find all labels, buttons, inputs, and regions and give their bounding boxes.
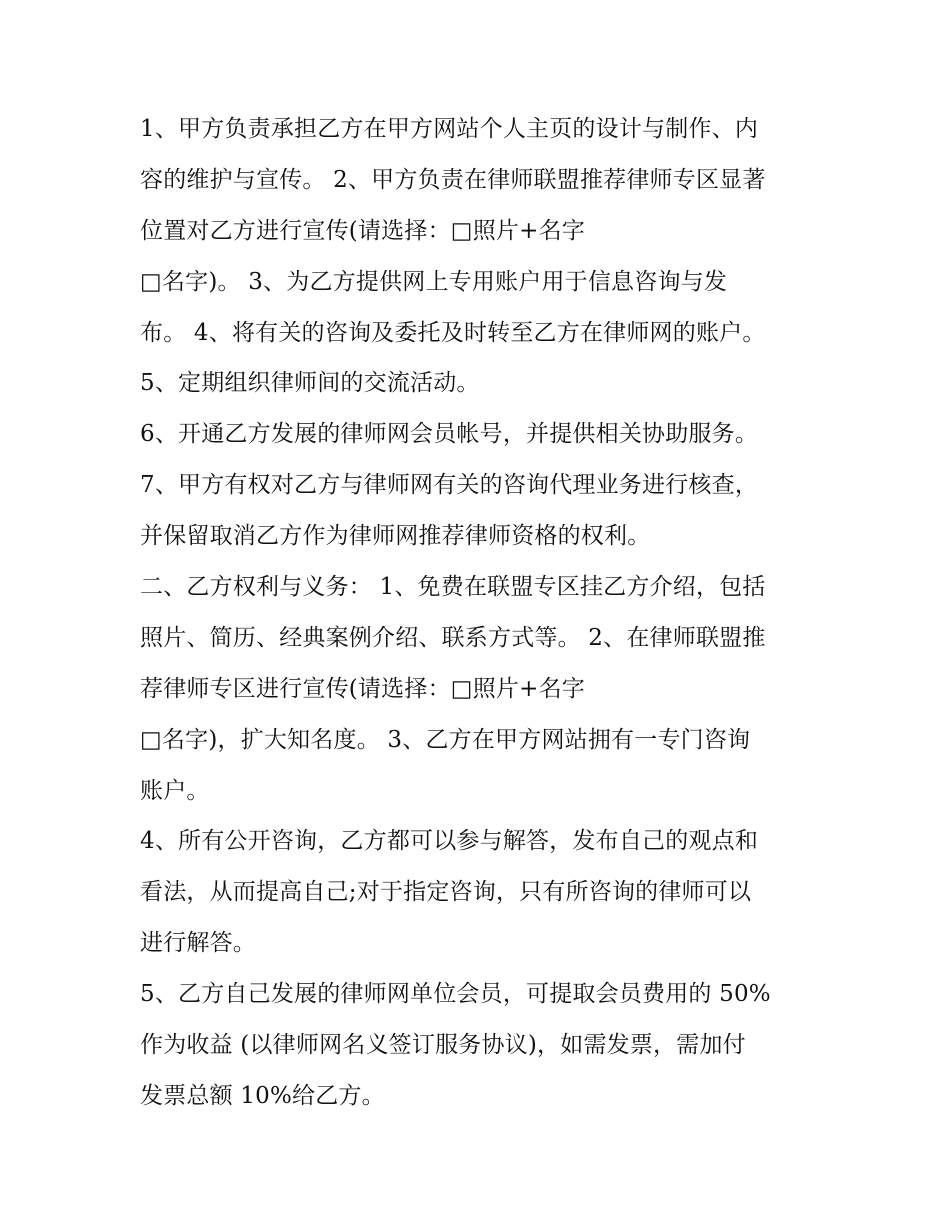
text-line: 并保留取消乙方作为律师网推荐律师资格的权利。 xyxy=(140,523,651,550)
contract-text xyxy=(140,104,820,1122)
text-line: 布。 4、将有关的咨询及委托及时转至乙方在律师网的账户。 xyxy=(140,319,766,346)
text-line: 5、定期组织律师间的交流活动。 xyxy=(140,370,480,397)
text-line: 看法，从而提高自己;对于指定咨询，只有所咨询的律师可以 xyxy=(140,879,752,906)
text-line: 进行解答。 xyxy=(140,930,256,957)
text-line: 1、甲方负责承担乙方在甲方网站个人主页的设计与制作、内 xyxy=(140,116,759,142)
text-line: 位置对乙方进行宣传(请选择：□照片+名字 xyxy=(140,217,585,244)
text-line: 账户。 xyxy=(140,777,210,804)
text-line: □名字)，扩大知名度。 3、乙方在甲方网站拥有一专门咨询 xyxy=(140,726,751,753)
text-line: 荐律师专区进行宣传(请选择：□照片+名字 xyxy=(140,675,585,702)
text-line: 照片、简历、经典案例介绍、联系方式等。 2、在律师联盟推 xyxy=(140,624,766,651)
text-line: 4、所有公开咨询，乙方都可以参与解答，发布自己的观点和 xyxy=(140,828,759,855)
text-line: 5、乙方自己发展的律师网单位会员，可提取会员费用的 50% xyxy=(140,981,771,1008)
text-line: 6、开通乙方发展的律师网会员帐号，并提供相关协助服务。 xyxy=(140,421,759,448)
text-line: 作为收益 (以律师网名义签订服务协议)，如需发票，需加付 xyxy=(140,1032,746,1059)
text-line: □名字)。 3、为乙方提供网上专用账户用于信息咨询与发 xyxy=(140,268,728,295)
text-line: 容的维护与宣传。 2、甲方负责在律师联盟推荐律师专区显著 xyxy=(140,166,766,193)
text-line: 二、乙方权利与义务： 1、免费在联盟专区挂乙方介绍，包括 xyxy=(140,574,766,601)
text-line: 发票总额 10%给乙方。 xyxy=(140,1082,385,1109)
text-line: 7、甲方有权对乙方与律师网有关的咨询代理业务进行核查， xyxy=(140,472,759,499)
